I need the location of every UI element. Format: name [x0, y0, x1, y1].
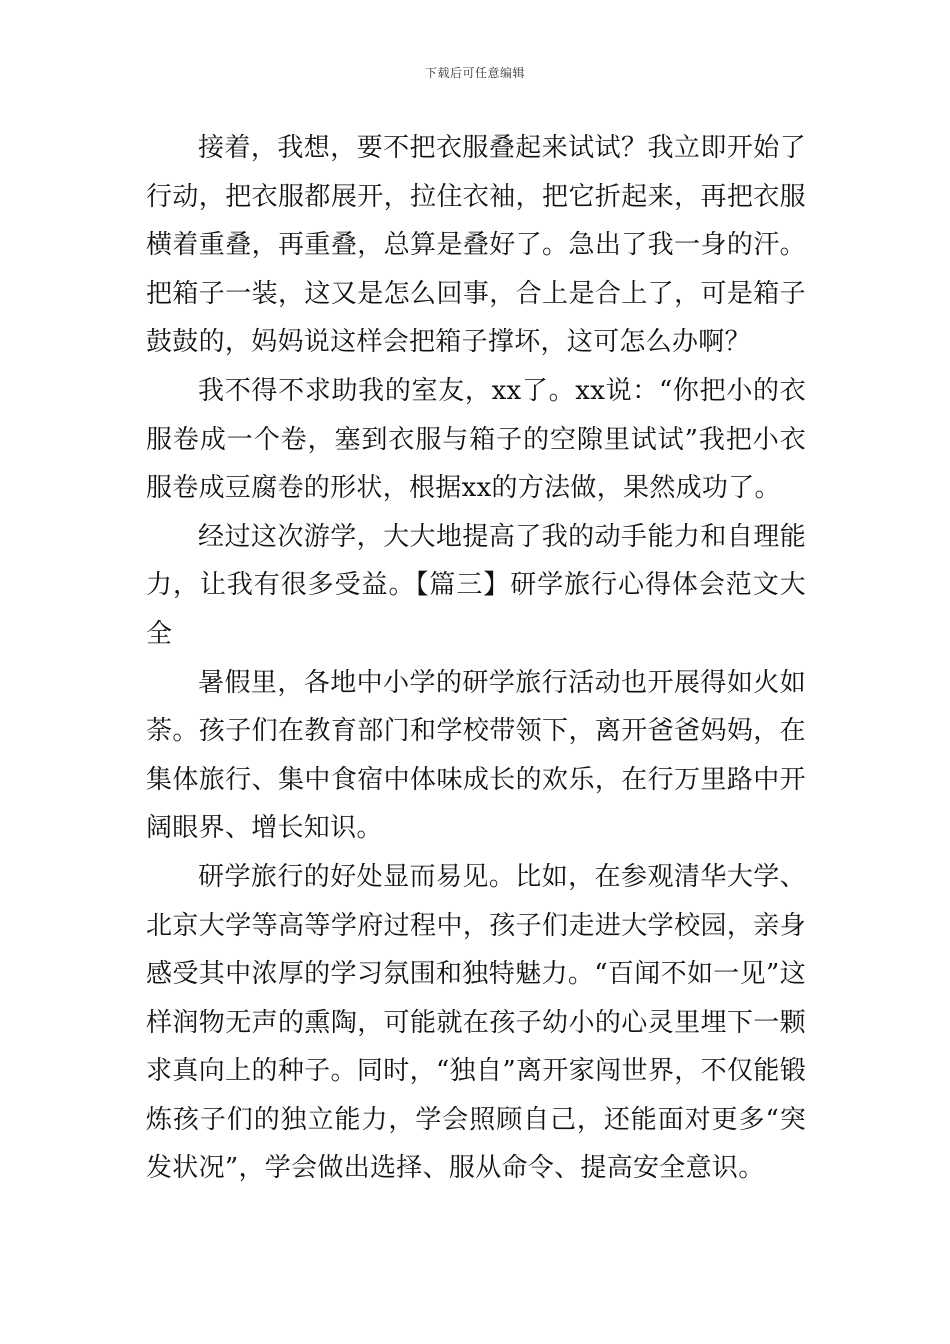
document-body — [146, 124, 806, 1193]
page-header: 下载后可任意编辑 — [424, 66, 525, 80]
paragraph: 我不得不求助我的室友，xx了。xx说：“你把小的衣服卷成一个卷，塞到衣服与箱子的空隙里试试”我把小衣服卷成豆腐卷的形状，根据xx的方法做，果然成功了。 — [146, 375, 806, 504]
paragraph: 研学旅行的好处显而易见。比如，在参观清华大学、北京大学等高等学府过程中，孩子们走进大学校园，亲身感受其中浓厚的学习氛围和独特魅力。“百闻不如一见”这样润物无声的熏陶，可能就在孩子幼小的心灵里埋下一颗求真向上的种子。同时，“独自”离开家闯世界，不仅能锻炼孩子们的独立能力，学会照顾自己，还能面对更多“突发状况”，学会做出选择、服从命令、提高安全意识。 — [146, 861, 806, 1184]
paragraph: 暑假里，各地中小学的研学旅行活动也开展得如火如荼。孩子们在教育部门和学校带领下，离开爸爸妈妈，在集体旅行、集中食宿中体味成长的欢乐，在行万里路中开阔眼界、增长知识。 — [146, 667, 806, 844]
paragraph: 经过这次游学，大大地提高了我的动手能力和自理能力，让我有很多受益。【篇三】研学旅行心得体会范文大全 — [146, 521, 806, 649]
paragraph: 接着，我想，要不把衣服叠起来试试？我立即开始了行动，把衣服都展开，拉住衣袖，把它折起来，再把衣服横着重叠，再重叠，总算是叠好了。急出了我一身的汗。把箱子一装，这又是怎么回事，合上是合上了，可是箱子鼓鼓的，妈妈说这样会把箱子撑坏，这可怎么办啊？ — [146, 133, 806, 358]
